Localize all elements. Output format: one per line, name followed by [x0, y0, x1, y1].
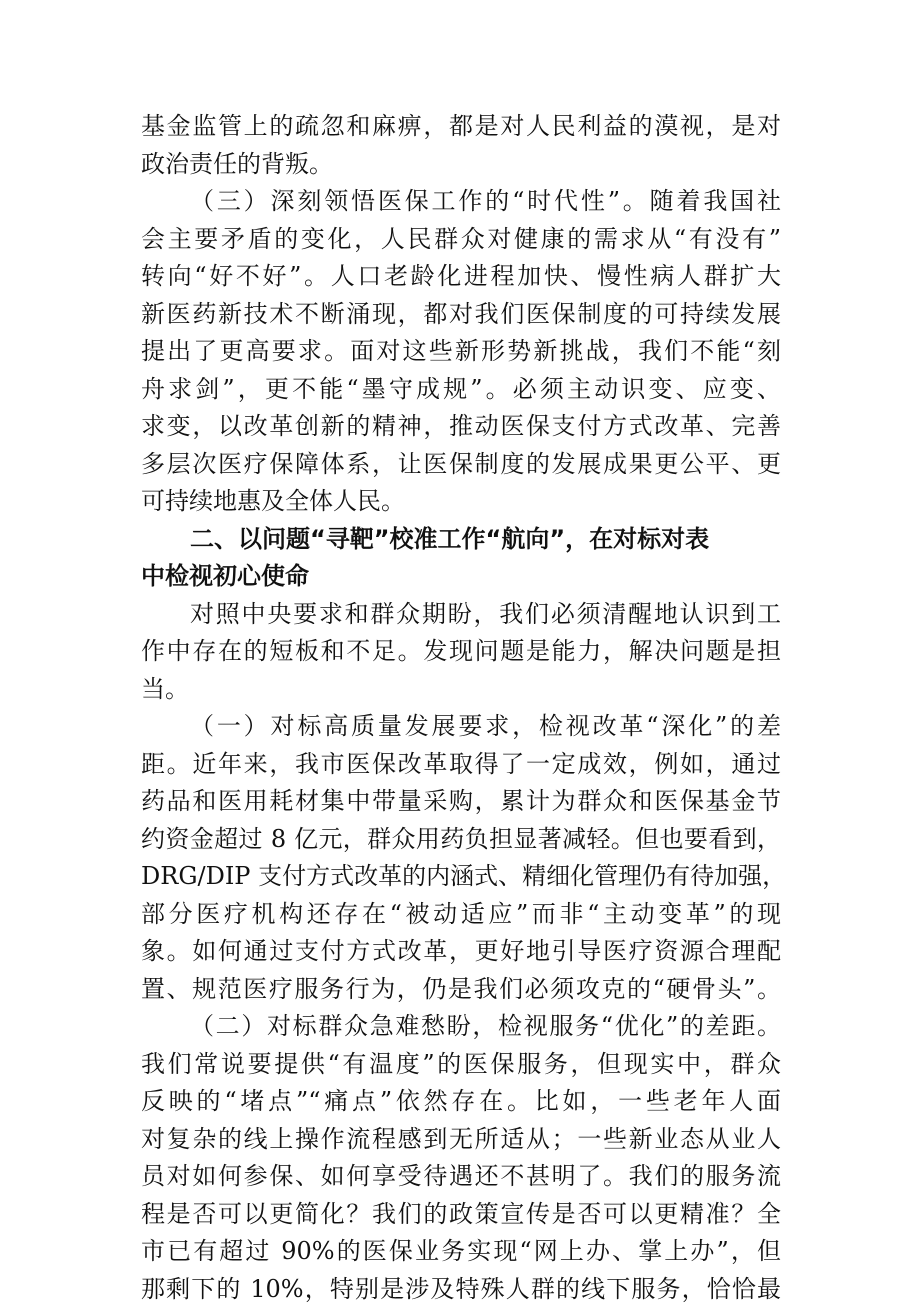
- paragraph-line: 求变，以改革创新的精神，推动医保支付方式改革、完善: [141, 408, 781, 446]
- paragraph-line: 会主要矛盾的变化，人民群众对健康的需求从“有没有”: [141, 221, 781, 259]
- paragraph-line: DRG/DIP 支付方式改革的内涵式、精细化管理仍有待加强，: [141, 858, 781, 896]
- section-heading: 二、以问题“寻靶”校准工作“航向”，在对标对表: [141, 521, 781, 559]
- paragraph-line: （二）对标群众急难愁盼，检视服务“优化”的差距。: [141, 1008, 781, 1046]
- paragraph-line: 作中存在的短板和不足。发现问题是能力，解决问题是担: [141, 633, 781, 671]
- paragraph-line: 可持续地惠及全体人民。: [141, 483, 781, 521]
- section-heading: 中检视初心使命: [141, 558, 781, 596]
- paragraph-line: 药品和医用耗材集中带量采购，累计为群众和医保基金节: [141, 783, 781, 821]
- paragraph-line: 提出了更高要求。面对这些新形势新挑战，我们不能“刻: [141, 333, 781, 371]
- paragraph-line: 基金监管上的疏忽和麻痹，都是对人民利益的漠视，是对: [141, 108, 781, 146]
- paragraph-line: 市已有超过 90%的医保业务实现“网上办、掌上办”，但: [141, 1233, 781, 1271]
- paragraph-line: 反映的“堵点”“痛点”依然存在。比如，一些老年人面: [141, 1083, 781, 1121]
- paragraph-line: 转向“好不好”。人口老龄化进程加快、慢性病人群扩大: [141, 258, 781, 296]
- paragraph-line: 我们常说要提供“有温度”的医保服务，但现实中，群众: [141, 1046, 781, 1084]
- paragraph-line: 当。: [141, 671, 781, 709]
- paragraph-line: 舟求剑”，更不能“墨守成规”。必须主动识变、应变、: [141, 371, 781, 409]
- paragraph-line: 程是否可以更简化？我们的政策宣传是否可以更精准？全: [141, 1196, 781, 1234]
- paragraph-line: 政治责任的背叛。: [141, 146, 781, 184]
- paragraph-line: 那剩下的 10%，特别是涉及特殊人群的线下服务，恰恰最: [141, 1271, 781, 1308]
- paragraph-line: 对照中央要求和群众期盼，我们必须清醒地认识到工: [141, 596, 781, 634]
- paragraph-line: 新医药新技术不断涌现，都对我们医保制度的可持续发展: [141, 296, 781, 334]
- paragraph-line: 员对如何参保、如何享受待遇还不甚明了。我们的服务流: [141, 1158, 781, 1196]
- paragraph-line: 约资金超过 8 亿元，群众用药负担显著减轻。但也要看到，: [141, 821, 781, 859]
- document-body: [141, 108, 781, 1308]
- paragraph-line: （一）对标高质量发展要求，检视改革“深化”的差: [141, 708, 781, 746]
- paragraph-line: 部分医疗机构还存在“被动适应”而非“主动变革”的现: [141, 896, 781, 934]
- paragraph-line: （三）深刻领悟医保工作的“时代性”。随着我国社: [141, 183, 781, 221]
- paragraph-line: 多层次医疗保障体系，让医保制度的发展成果更公平、更: [141, 446, 781, 484]
- paragraph-line: 置、规范医疗服务行为，仍是我们必须攻克的“硬骨头”。: [141, 971, 781, 1009]
- paragraph-line: 象。如何通过支付方式改革，更好地引导医疗资源合理配: [141, 933, 781, 971]
- paragraph-line: 对复杂的线上操作流程感到无所适从；一些新业态从业人: [141, 1121, 781, 1159]
- paragraph-line: 距。近年来，我市医保改革取得了一定成效，例如，通过: [141, 746, 781, 784]
